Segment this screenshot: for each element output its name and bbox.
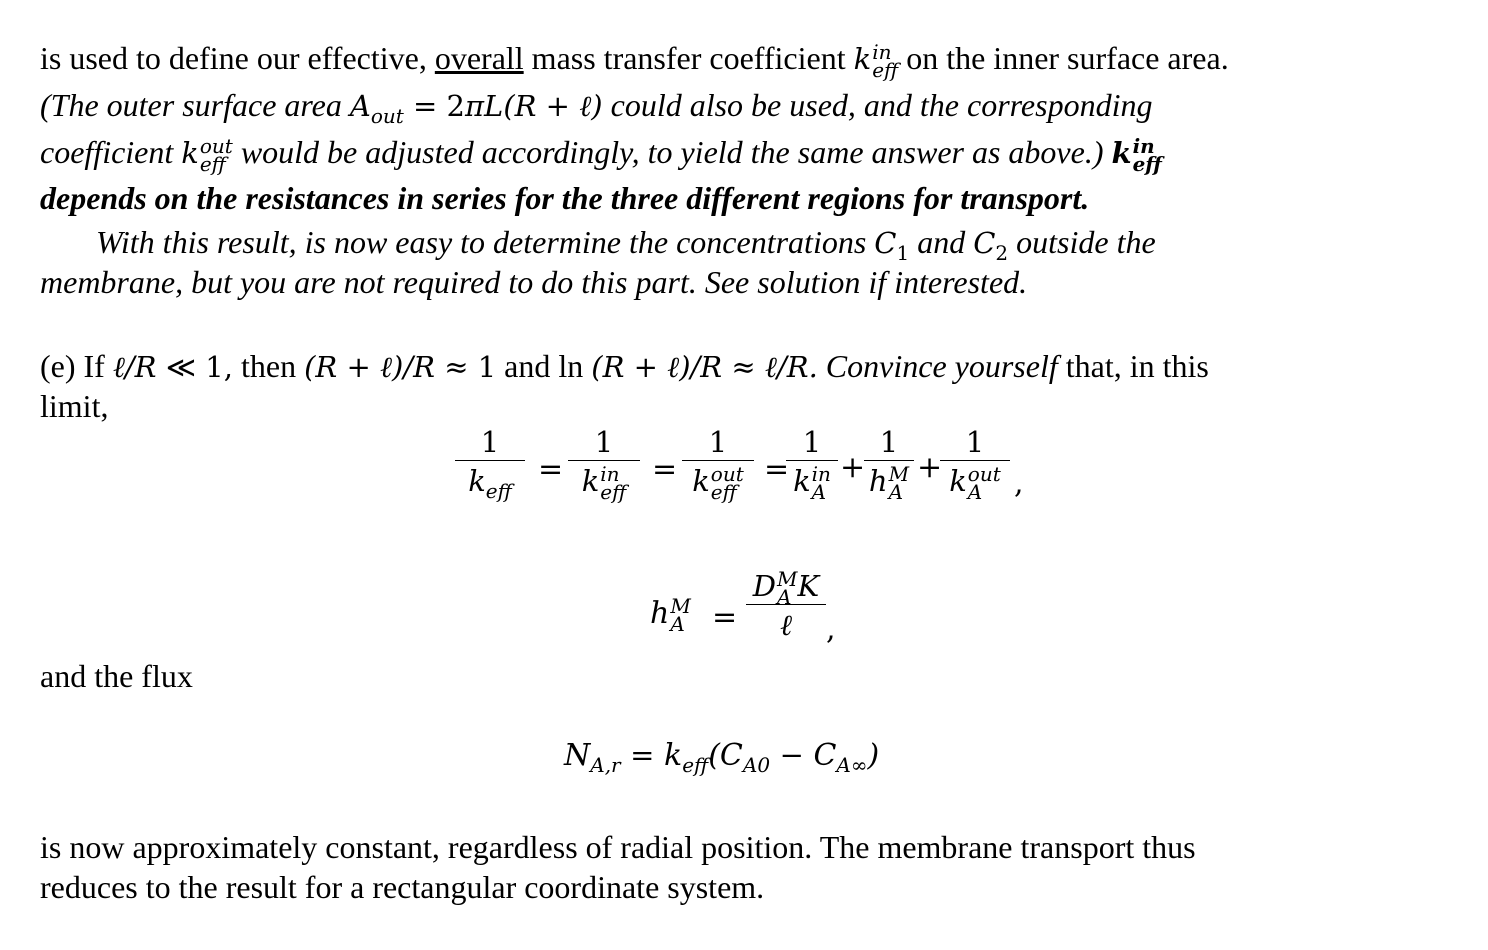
math-k-eff-in: k in eff — [853, 40, 899, 82]
text-run: is now approximately constant, regardless of radial position. The membrane transport thus — [40, 829, 1196, 865]
equals-sign: = — [652, 452, 678, 487]
math-k-eff-in-bold: k in eff — [1111, 134, 1162, 176]
plus-sign: + — [840, 450, 866, 485]
underlined-word: overall — [434, 40, 524, 76]
fraction: D M A K ℓ — [746, 568, 826, 645]
text-run: is used to define our effective, — [40, 40, 435, 76]
text-line — [40, 386, 108, 426]
text-run: coefficient — [40, 134, 182, 170]
math-h-a-m: ℎ M A — [650, 594, 691, 636]
text-line — [40, 656, 193, 696]
plus-sign: + — [917, 450, 943, 485]
text-run: and ln — [496, 348, 592, 384]
math-k-eff-out: k out eff — [181, 134, 233, 176]
text-run: limit, — [40, 388, 109, 424]
text-run: and the flux — [40, 658, 193, 694]
math-c2: $C_2$ — [973, 226, 1009, 265]
text-line — [40, 262, 1027, 302]
comma: , — [826, 612, 836, 647]
text-line — [40, 38, 1229, 82]
text-line — [96, 222, 1156, 263]
text-run: depends on the resistances in series for the three different regions for transport. — [40, 180, 1090, 216]
text-line — [40, 178, 1089, 218]
text-line — [40, 85, 1152, 126]
fraction: 1 $k_{eff}$ — [455, 424, 525, 501]
text-run: reduces to the result for a rectangular coordinate system. — [40, 869, 765, 905]
text-run: on the inner surface area. — [898, 40, 1229, 76]
text-run: outside the — [1008, 224, 1156, 260]
equation-flux: $N_{A,r} = k_{eff}(C_{A0} - C_{A\infty})$ — [564, 738, 880, 777]
text-run: With this result, is now easy to determine the concentrations — [96, 224, 875, 260]
equals-sign: = — [712, 600, 738, 635]
text-run: would be adjusted accordingly, to yield the same answer as above.) — [232, 134, 1112, 170]
math-log-ratio: (R + ℓ)/R ≈ ℓ/R. — [591, 350, 818, 384]
fraction: 1 ℎ M A — [864, 424, 914, 501]
math-c1: $C_1$ — [874, 226, 910, 265]
text-run: then — [232, 348, 305, 384]
math-ratio: (R + ℓ)/R ≈ 1 — [304, 350, 497, 384]
text-run: and — [909, 224, 974, 260]
fraction: 1 k in eff — [568, 424, 640, 501]
text-run: that, in this — [1057, 348, 1209, 384]
text-line — [40, 867, 764, 907]
text-line — [40, 132, 1162, 176]
text-run: could also be used, and the corresponding — [602, 87, 1153, 123]
comma: , — [1014, 466, 1024, 501]
text-run: (e) If — [40, 348, 113, 384]
equals-sign: = — [764, 452, 790, 487]
text-run: membrane, but you are not required to do this part. See solution if interested. — [40, 264, 1028, 300]
fraction: 1 k out A — [940, 424, 1010, 501]
fraction: 1 k out eff — [682, 424, 754, 501]
text-run: (The outer surface area — [40, 87, 350, 123]
math-l-over-r: ℓ/R ≪ 1, — [112, 350, 233, 384]
math-a-out: $A_{out} = 2\pi L(R$ + ℓ) — [349, 89, 603, 128]
text-run: mass transfer coefficient — [523, 40, 854, 76]
text-line — [40, 827, 1196, 867]
text-run: Convince yourself — [825, 348, 1058, 384]
text-line — [40, 346, 1209, 387]
equals-sign: = — [538, 452, 564, 487]
text-run — [818, 348, 826, 384]
fraction: 1 k in A — [786, 424, 838, 501]
